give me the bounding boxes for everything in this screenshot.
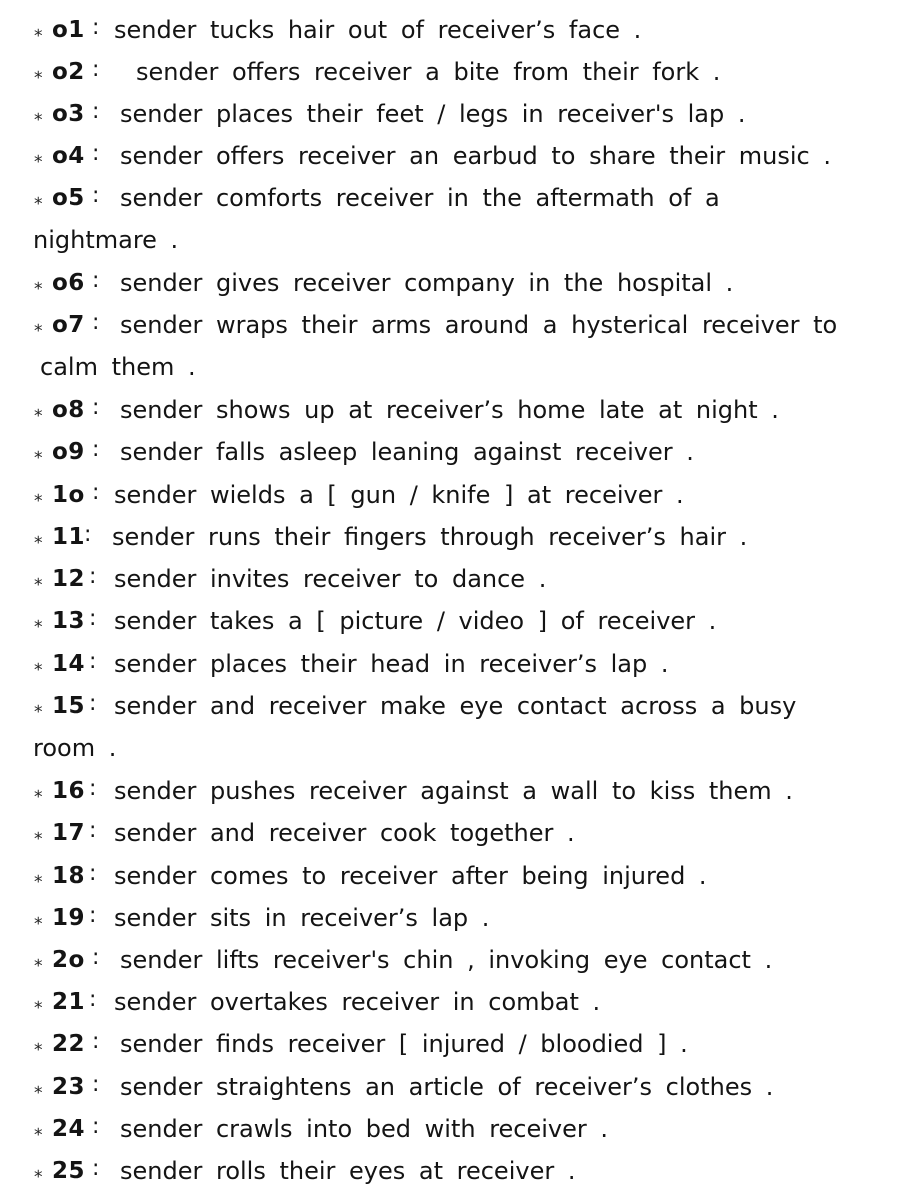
bullet-star: ⁎ <box>34 782 43 802</box>
list-item <box>0 431 909 473</box>
bullet-star: ⁎ <box>34 63 43 83</box>
item-text: sender and receiver make eye contact across a busy <box>114 692 797 720</box>
item-number: 13 <box>52 608 86 634</box>
item-text: sender straightens an article of receiver’s clothes . <box>120 1073 774 1101</box>
bullet-star: ⁎ <box>34 443 43 463</box>
bullet-star: ⁎ <box>34 21 43 41</box>
list-item <box>0 1108 909 1150</box>
item-separator: : <box>92 15 100 40</box>
item-number: 15 <box>52 693 86 719</box>
list-item <box>0 643 909 685</box>
list-item <box>0 93 909 135</box>
item-number: o7 <box>52 312 85 338</box>
item-separator: : <box>92 1029 100 1054</box>
bullet-star: ⁎ <box>34 697 43 717</box>
item-text: sender tucks hair out of receiver’s face . <box>114 16 642 44</box>
item-number: 24 <box>52 1116 86 1142</box>
list-item <box>0 685 909 727</box>
item-text: sender wraps their arms around a hysterical receiver to <box>120 311 838 339</box>
item-number: 17 <box>52 820 86 846</box>
bullet-star: ⁎ <box>34 486 43 506</box>
list-item-continuation <box>0 727 909 769</box>
item-text: sender shows up at receiver’s home late at night . <box>120 396 779 424</box>
item-separator: : <box>92 1072 100 1097</box>
item-number: 16 <box>52 778 86 804</box>
item-separator: : <box>89 691 97 716</box>
item-text: sender wields a [ gun / knife ] at receiver . <box>114 481 684 509</box>
list-item <box>0 1023 909 1065</box>
item-separator: : <box>89 649 97 674</box>
bullet-star: ⁎ <box>34 401 43 421</box>
item-text: sender gives receiver company in the hospital . <box>120 269 734 297</box>
item-text: sender runs their fingers through receiver’s hair . <box>112 523 748 551</box>
bullet-star: ⁎ <box>34 951 43 971</box>
item-number: o1 <box>52 17 85 43</box>
list-item-continuation <box>0 219 909 261</box>
bullet-star: ⁎ <box>34 867 43 887</box>
list-item <box>0 135 909 177</box>
bullet-star: ⁎ <box>34 1120 43 1140</box>
item-text: sender offers receiver an earbud to share their music . <box>120 142 831 170</box>
bullet-star: ⁎ <box>34 274 43 294</box>
item-separator: : <box>92 310 100 335</box>
bullet-star: ⁎ <box>34 1078 43 1098</box>
item-separator: : <box>92 480 100 505</box>
list-item <box>0 897 909 939</box>
item-separator: : <box>92 1114 100 1139</box>
item-separator: : <box>92 141 100 166</box>
item-text: sender sits in receiver’s lap . <box>114 904 490 932</box>
item-separator: : <box>92 1156 100 1181</box>
item-number: o2 <box>52 59 85 85</box>
item-text: sender falls asleep leaning against receiver . <box>120 438 694 466</box>
item-separator: : <box>92 945 100 970</box>
list-item <box>0 812 909 854</box>
item-number: 25 <box>52 1158 86 1184</box>
bullet-star: ⁎ <box>34 105 43 125</box>
item-number: 18 <box>52 863 86 889</box>
list-item <box>0 304 909 346</box>
item-number: 12 <box>52 566 86 592</box>
item-text: sender finds receiver [ injured / bloodied ] . <box>120 1030 688 1058</box>
item-number: o6 <box>52 270 85 296</box>
list-item-continuation <box>0 346 909 388</box>
item-separator: : <box>89 818 97 843</box>
list-item <box>0 558 909 600</box>
item-text: sender overtakes receiver in combat . <box>114 988 601 1016</box>
item-text: sender pushes receiver against a wall to kiss them . <box>114 777 793 805</box>
bullet-star: ⁎ <box>34 189 43 209</box>
bullet-star: ⁎ <box>34 147 43 167</box>
item-number: 23 <box>52 1074 86 1100</box>
item-separator: : <box>92 99 100 124</box>
item-number: o9 <box>52 439 85 465</box>
item-separator: : <box>89 987 97 1012</box>
item-number: o3 <box>52 101 85 127</box>
item-separator: : <box>92 57 100 82</box>
item-number: 14 <box>52 651 86 677</box>
item-number: o8 <box>52 397 85 423</box>
item-number: 19 <box>52 905 86 931</box>
item-number: 21 <box>52 989 86 1015</box>
item-number: o5 <box>52 185 85 211</box>
item-separator: : <box>89 903 97 928</box>
item-separator: : <box>89 564 97 589</box>
item-text: sender places their feet / legs in receiver's lap . <box>120 100 746 128</box>
list-item <box>0 1066 909 1108</box>
bullet-star: ⁎ <box>34 824 43 844</box>
list-item <box>0 981 909 1023</box>
item-text: sender places their head in receiver’s lap . <box>114 650 669 678</box>
bullet-star: ⁎ <box>34 316 43 336</box>
bullet-star: ⁎ <box>34 909 43 929</box>
list-item <box>0 939 909 981</box>
item-text: sender comforts receiver in the aftermath of a <box>120 184 720 212</box>
item-text-continuation: room . <box>33 734 117 762</box>
item-text: sender lifts receiver's chin , invoking eye contact . <box>120 946 773 974</box>
item-separator: : <box>92 183 100 208</box>
item-separator: : <box>89 776 97 801</box>
bullet-star: ⁎ <box>34 993 43 1013</box>
bullet-star: ⁎ <box>34 570 43 590</box>
item-text: sender comes to receiver after being injured . <box>114 862 707 890</box>
item-text: sender invites receiver to dance . <box>114 565 547 593</box>
list-item <box>0 1150 909 1192</box>
list-item <box>0 474 909 516</box>
list-item <box>0 855 909 897</box>
list-item <box>0 600 909 642</box>
item-text: sender takes a [ picture / video ] of receiver . <box>114 607 717 635</box>
item-number: 2o <box>52 947 85 973</box>
item-separator: : <box>89 861 97 886</box>
item-text: sender and receiver cook together . <box>114 819 575 847</box>
item-number: 11 <box>52 524 86 550</box>
list-item <box>0 262 909 304</box>
list-item <box>0 177 909 219</box>
list-item <box>0 389 909 431</box>
item-separator: : <box>89 606 97 631</box>
item-separator: : <box>92 268 100 293</box>
item-separator: : <box>92 437 100 462</box>
list-item <box>0 516 909 558</box>
bullet-star: ⁎ <box>34 655 43 675</box>
bullet-star: ⁎ <box>34 528 43 548</box>
item-separator: : <box>84 522 92 547</box>
bullet-star: ⁎ <box>34 1162 43 1182</box>
bullet-star: ⁎ <box>34 612 43 632</box>
list-item <box>0 51 909 93</box>
item-number: 22 <box>52 1031 86 1057</box>
item-text-continuation: calm them . <box>40 353 196 381</box>
item-text-continuation: nightmare . <box>33 226 179 254</box>
item-separator: : <box>92 395 100 420</box>
item-number: o4 <box>52 143 85 169</box>
item-text: sender offers receiver a bite from their fork . <box>136 58 721 86</box>
list-item <box>0 770 909 812</box>
item-text: sender rolls their eyes at receiver . <box>120 1157 576 1185</box>
list-item <box>0 9 909 51</box>
bullet-star: ⁎ <box>34 1035 43 1055</box>
item-number: 1o <box>52 482 85 508</box>
item-text: sender crawls into bed with receiver . <box>120 1115 609 1143</box>
